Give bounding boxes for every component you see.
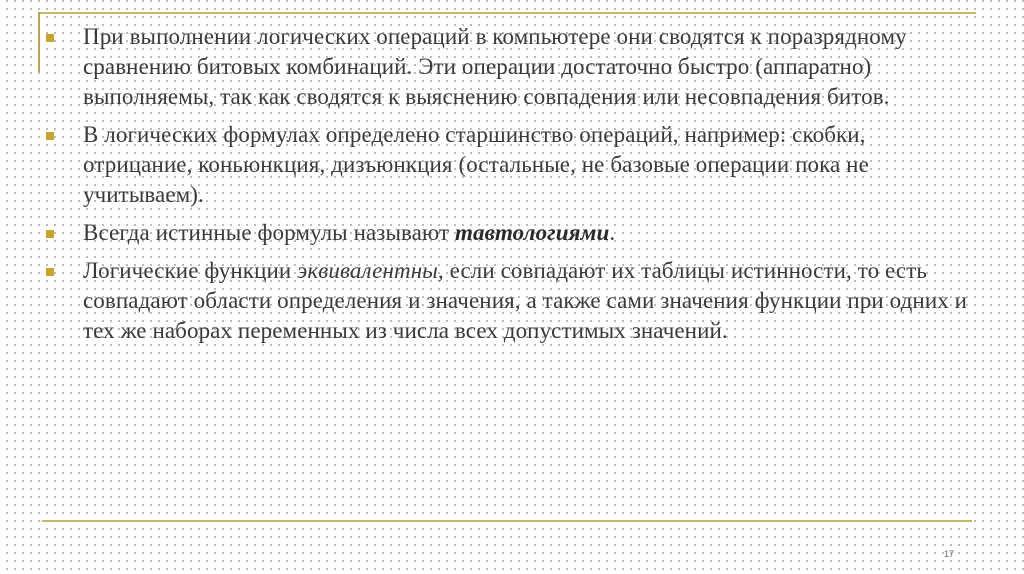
bullet-text-after: , если совпадают их таблицы истинности, то есть совпадают области определения и значения, а также сами значения функции при одних и тех же наборах переменных из числа всех допустимых значений. [83, 258, 968, 343]
bullet-text-before: Логические функции [83, 258, 298, 283]
term-equivalent: эквивалентны [297, 258, 438, 283]
page-number: 17 [944, 549, 955, 559]
square-bullet-icon [46, 34, 54, 42]
bullet-item-4 [44, 256, 979, 346]
bullet-text [83, 258, 967, 343]
bullet-item-1 [44, 22, 979, 112]
bullet-text: При выполнении логических операций в компьютере они сводятся к поразрядному сравнению битовых комбинаций. Эти операции достаточно быстро (аппаратно) выполняемы, так как сводятся к выяснению совпадения или несовпадения битов. [83, 24, 907, 109]
square-bullet-icon [46, 268, 54, 276]
bullet-item-2 [44, 120, 979, 210]
square-bullet-icon [46, 230, 54, 238]
bullet-list [44, 22, 979, 354]
bullet-text-after: . [609, 220, 616, 245]
bottom-divider [42, 520, 972, 522]
bullet-text-before: Всегда истинные формулы называют [83, 220, 455, 245]
top-accent-line [38, 12, 976, 14]
term-tautologies: тавтологиями [454, 220, 610, 245]
bullet-text: В логических формулах определено старшинство операций, например: скобки, отрицание, коньюнкция, дизъюнкция (остальные, не базовые операции пока не учитываем). [83, 122, 869, 207]
bullet-text [83, 220, 615, 245]
bullet-item-3 [44, 218, 979, 248]
square-bullet-icon [46, 132, 54, 140]
left-accent-line [38, 12, 40, 72]
